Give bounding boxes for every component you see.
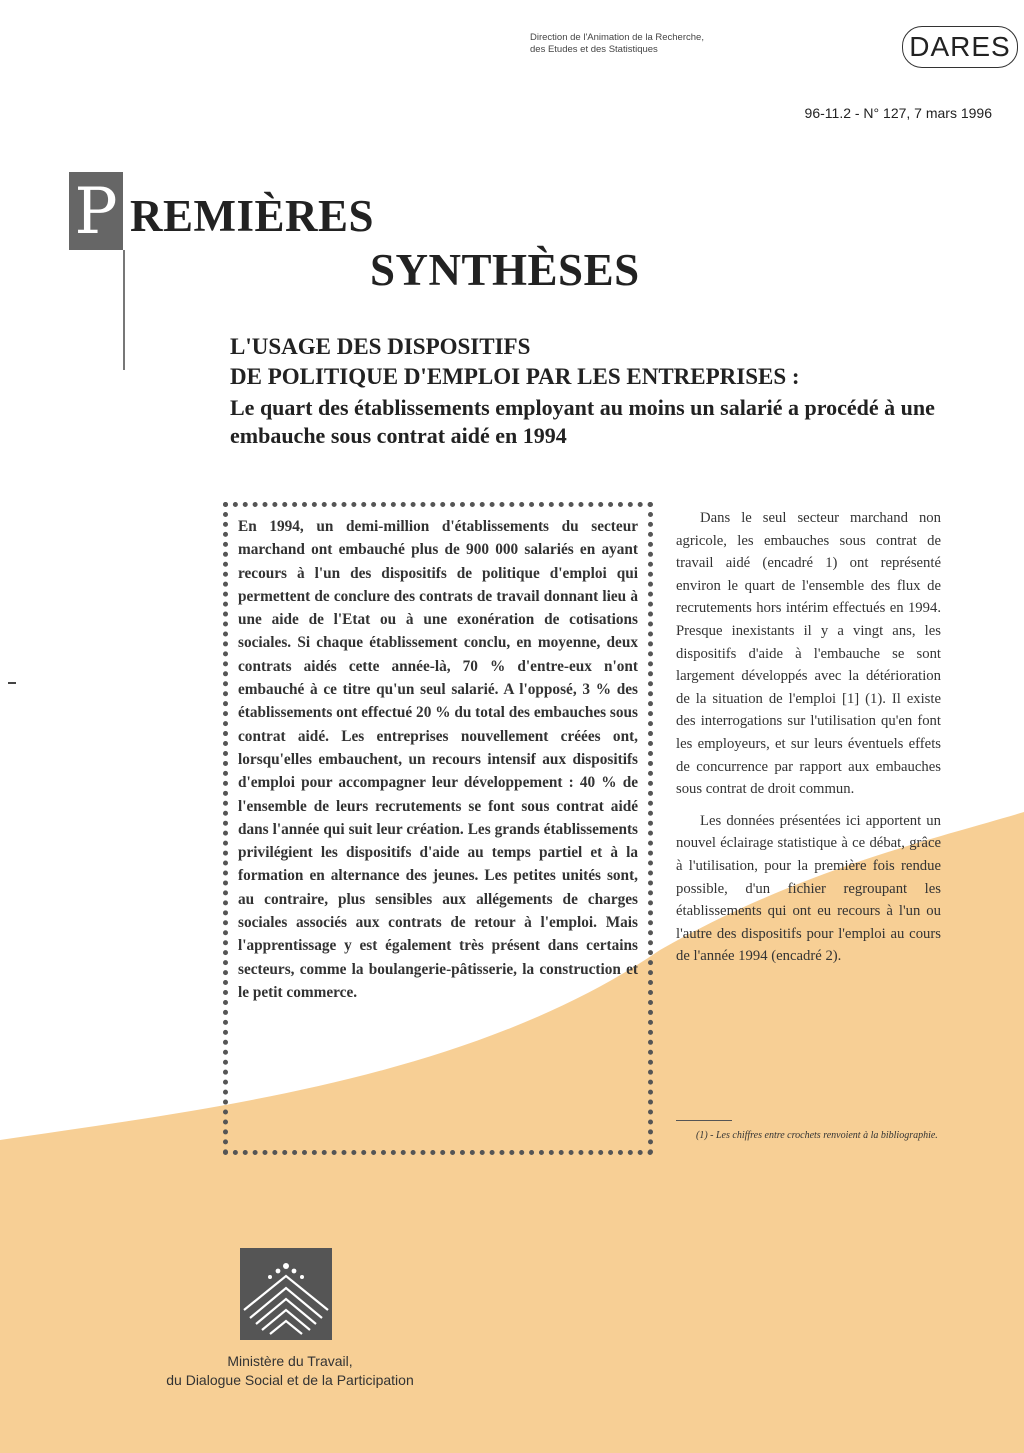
directorate-line-2: des Etudes et des Statistiques xyxy=(530,44,658,55)
directorate-name xyxy=(530,32,704,56)
footnote: (1) - Les chiffres entre crochets renvoient à la bibliographie. xyxy=(696,1130,938,1141)
headline-subtitle: Le quart des établissements employant au moins un salarié a procédé à une embauche sous contrat aidé en 1994 xyxy=(230,395,935,448)
masthead-word-syntheses: SYNTHÈSES xyxy=(370,245,640,295)
margin-mark xyxy=(8,682,16,684)
masthead-initial-box: P xyxy=(69,172,123,250)
issue-reference: 96-11.2 - N° 127, 7 mars 1996 xyxy=(804,105,992,121)
body-paragraph-2: Les données présentées ici apportent un nouvel éclairage statistique à ce débat, grâce à l'utilisation, pour la première fois rendue possible, d'un fichier regroupant les établissements qui ont eu recours à l'un ou l'autre des dispositifs pour l'emploi au cours de l'année 1994 (encadré 2). xyxy=(676,812,941,965)
ministry-logo-icon xyxy=(240,1248,332,1340)
body-column xyxy=(676,507,941,968)
masthead-rule xyxy=(123,250,125,370)
headline-line-1: L'USAGE DES DISPOSITIFS xyxy=(230,334,531,359)
ministry-line-1: Ministère du Travail, xyxy=(227,1353,353,1369)
ministry-name xyxy=(100,1352,480,1390)
summary-box xyxy=(223,502,653,1155)
headline-line-2: DE POLITIQUE D'EMPLOI PAR LES ENTREPRISES : xyxy=(230,364,800,389)
directorate-line-1: Direction de l'Animation de la Recherche, xyxy=(530,32,704,43)
footnote-rule xyxy=(676,1120,732,1121)
dares-logo: DARES xyxy=(902,26,1018,68)
ministry-line-2: du Dialogue Social et de la Participation xyxy=(166,1372,414,1388)
article-headline xyxy=(230,332,990,450)
summary-text: En 1994, un demi-million d'établissements du secteur marchand ont embauché plus de 900 000 salariés en ayant recours à l'un des dispositifs de politique d'emploi qui permettent de conclure des contrats de travail donnant lieu à une aide de l'Etat ou à une exonération de cotisations sociales. Si chaque établissement conclu, en moyenne, deux contrats aidés cette année-là, 70 % d'entre-eux n'ont embauché à ce titre qu'un seul salarié. A l'opposé, 3 % des établissements ont effectué 20 % du total des embauches sous contrat aidé. Les entreprises nouvellement créées ont, lorsqu'elles embauchent, un recours intensif aux dispositifs d'emploi pour accompagner leur développement : 40 % de l'ensemble de leurs recrutements se font sous contrat aidé dans l'année qui suit leur création. Les grands établissements privilégient les dispositifs d'aide au temps partiel et à la formation en alternance des jeunes. Les petites unités sont, au contraire, plus sensibles aux allégements de charges sociales associés aux contrats de retour à l'emploi. Mais l'apprentissage y est également très présent dans certains secteurs, comme la boulangerie-pâtisserie, la construction et le petit commerce. xyxy=(238,518,638,1001)
masthead-word-premieres: REMIÈRES xyxy=(130,191,375,241)
body-paragraph-1: Dans le seul secteur marchand non agricole, les embauches sous contrat de travail aidé (encadré 1) ont représenté environ le quart de l'ensemble des flux de recrutements hors intérim effectués en 1994. Presque inexistants il y a vingt ans, les dispositifs d'aide à l'embauche se sont largement développés avec la détérioration de la situation de l'emploi [1] (1). Il existe des interrogations sur l'utilisation qu'en font les employeurs, et sur leurs éventuels effets de concurrence par rapport aux embauches sous contrat de droit commun. xyxy=(676,510,941,798)
